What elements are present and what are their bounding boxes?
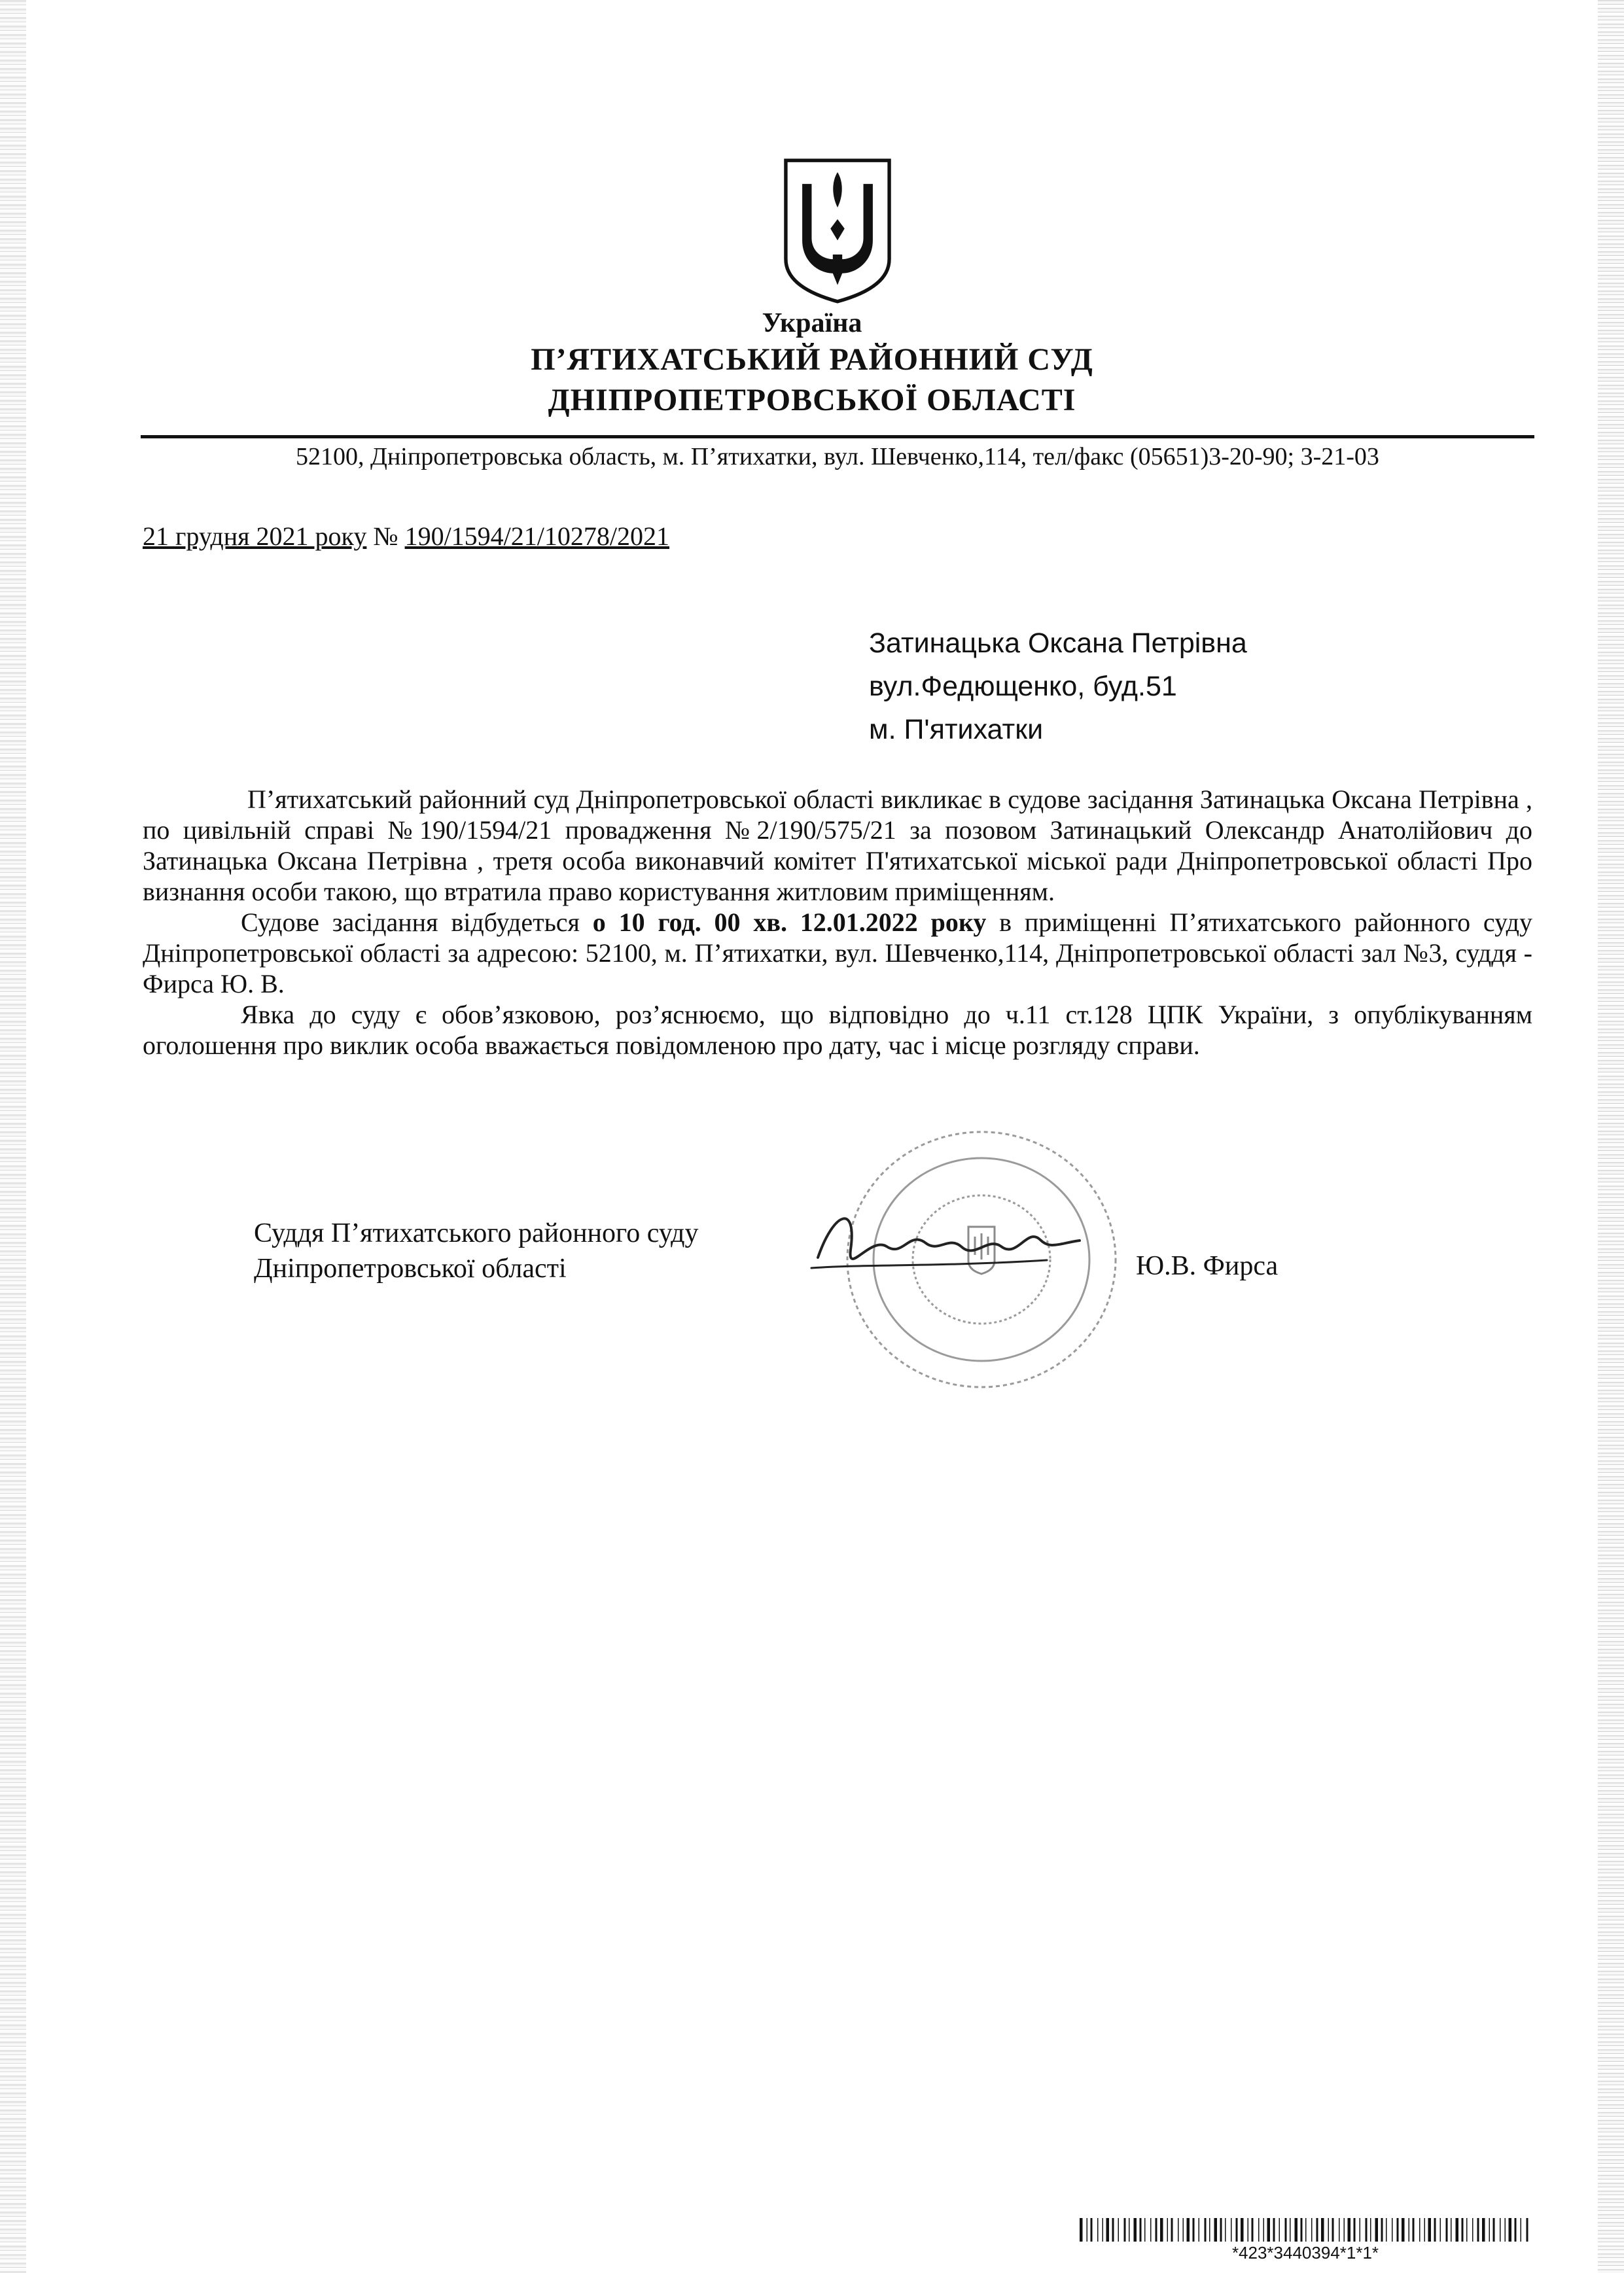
signer-title-line1: Суддя П’ятихатського районного суду — [254, 1218, 699, 1248]
document-number: 190/1594/21/10278/2021 — [404, 521, 670, 551]
barcode-icon — [1080, 2218, 1531, 2242]
paragraph-summons: П’ятихатський районний суд Дніпропетровської області викликає в судове засідання Затинацька Оксана Петрівна , по цивільній справі №190/1594/21 провадження №2/190/575/21 за позовом Затинацький Олександр Анатолійович до Затинацька Оксана Петрівна , третя особа виконавчий комітет П'ятихатської міської ради Дніпропетровської області Про визнання особи такою, що втратила право користування житловим приміщенням. — [143, 784, 1532, 906]
court-name: П’ЯТИХАТСЬКИЙ РАЙОННИЙ СУД — [531, 342, 1093, 377]
recipient-city: м. П'ятихатки — [869, 714, 1044, 745]
number-sign: № — [373, 521, 398, 551]
recipient-block — [869, 622, 1247, 751]
header-divider — [141, 435, 1534, 438]
signer-name: Ю.В. Фирса — [1136, 1251, 1279, 1281]
summons-body — [143, 784, 1532, 1061]
hearing-datetime: о 10 год. 00 хв. 12.01.2022 року — [592, 907, 987, 937]
recipient-name: Затинацька Оксана Петрівна — [869, 627, 1247, 659]
paragraph-hearing — [143, 907, 1532, 999]
document-date: 21 грудня 2021 року — [143, 521, 367, 551]
hearing-text-end: в приміщенні П’ятихатського районного суду Дніпропетровської області за адресою: 52100, м. П’ятихатки, вул. Шевченко,114, Дніпропетровської області зал №3, суддя - Фирса Ю. В. — [143, 907, 1532, 998]
court-address: 52100, Дніпропетровська область, м. П’ятихатки, вул. Шевченко,114, тел/факс (05651)3-20-90; 3-21-03 — [296, 443, 1379, 470]
document-reference — [143, 521, 669, 552]
court-region: ДНІПРОПЕТРОВСЬКОЇ ОБЛАСТІ — [548, 383, 1076, 417]
court-seal-icon — [772, 1112, 1125, 1413]
country-title: Україна — [762, 308, 862, 338]
barcode-text: *423*3440394*1*1* — [1231, 2243, 1379, 2263]
signer-title-line2: Дніпропетровської області — [254, 1254, 567, 1284]
trident-emblem-icon — [779, 156, 896, 306]
recipient-street: вул.Федющенко, буд.51 — [869, 671, 1177, 702]
hearing-text-start: Судове засідання відбудеться — [241, 907, 593, 937]
signer-title — [254, 1216, 699, 1286]
paragraph-attendance: Явка до суду є обов’язковою, роз’яснюємо, що відповідно до ч.11 ст.128 ЦПК України, з опублікуванням оголошення про виклик особа вважається повідомленою про дату, час і місце розгляду справи. — [143, 1000, 1532, 1060]
